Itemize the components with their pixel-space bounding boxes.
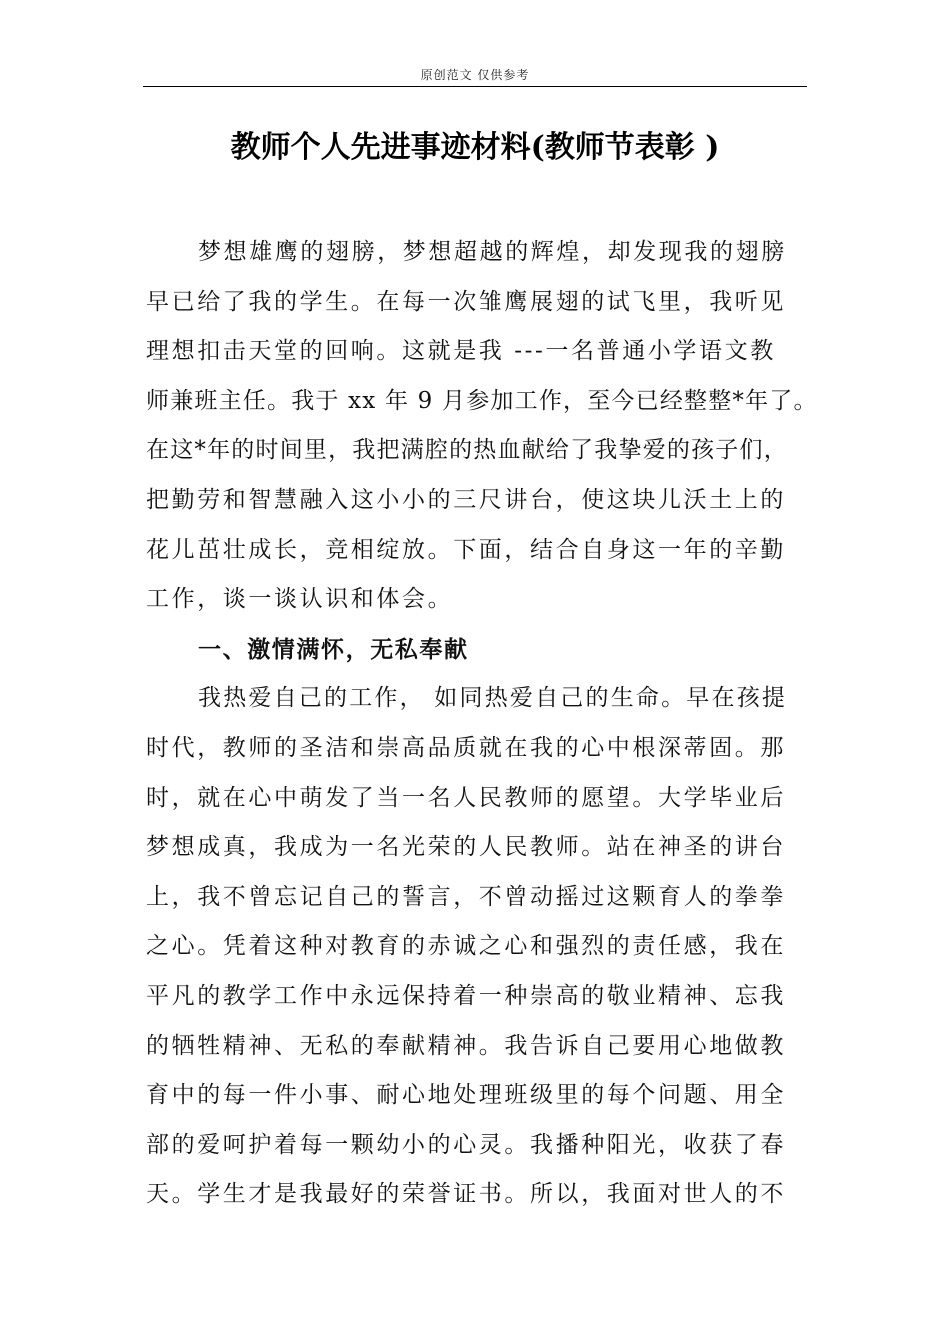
- paragraph-line: 平凡的教学工作中永远保持着一种崇高的敬业精神、忘我: [146, 982, 786, 1009]
- header-divider: [143, 86, 807, 87]
- document-body: [146, 228, 826, 1220]
- paragraph-line: 把勤劳和智慧融入这小小的三尺讲台，使这块儿沃土上的: [146, 486, 786, 513]
- paragraph-line: 早已给了我的学生。在每一次雏鹰展翅的试飞里，我听见: [146, 288, 786, 315]
- paragraph-line: 工作，谈一谈认识和体会。: [146, 586, 454, 613]
- paragraph-line: 天。学生才是我最好的荣誉证书。所以，我面对世人的不: [146, 1181, 786, 1208]
- paragraph-line: 师兼班主任。我于 xx 年 9 月参加工作，至今已经整整*年了。: [146, 387, 818, 414]
- paragraph-line: 理想扣击天堂的回响。这就是我 ---一名普通小学语文教: [146, 338, 776, 365]
- paragraph-line: 部的爱呵护着每一颗幼小的心灵。我播种阳光，收获了春: [146, 1131, 786, 1158]
- paragraph-line: 育中的每一件小事、耐心地处理班级里的每个问题、用全: [146, 1082, 786, 1109]
- paragraph-line: 时，就在心中萌发了当一名人民教师的愿望。大学毕业后: [146, 784, 786, 811]
- header-text: 原创范文 仅供参考: [420, 68, 530, 82]
- paragraph-line: 之心。凭着这种对教育的赤诚之心和强烈的责任感，我在: [146, 933, 786, 960]
- paragraph-line: 我热爱自己的工作， 如同热爱自己的生命。早在孩提: [198, 685, 788, 712]
- paragraph-line: 时代，教师的圣洁和崇高品质就在我的心中根深蒂固。那: [146, 734, 786, 761]
- paragraph-line: 在这*年的时间里，我把满腔的热血献给了我挚爱的孩子们，: [146, 437, 788, 464]
- paragraph-line: 梦想成真，我成为一名光荣的人民教师。站在神圣的讲台: [146, 834, 786, 861]
- paragraph-line: 上，我不曾忘记自己的誓言，不曾动摇过这颗育人的拳拳: [146, 883, 786, 910]
- document-title: 教师个人先进事迹材料(教师节表彰 ): [230, 130, 720, 165]
- paragraph-line: 的牺牲精神、无私的奉献精神。我告诉自己要用心地做教: [146, 1032, 786, 1059]
- paragraph-line: 梦想雄鹰的翅膀，梦想超越的辉煌，却发现我的翅膀: [198, 239, 787, 265]
- paragraph-line: 花儿茁壮成长，竞相绽放。下面，结合自身这一年的辛勤: [146, 536, 786, 563]
- section-heading: 一、激情满怀，无私奉献: [198, 635, 469, 663]
